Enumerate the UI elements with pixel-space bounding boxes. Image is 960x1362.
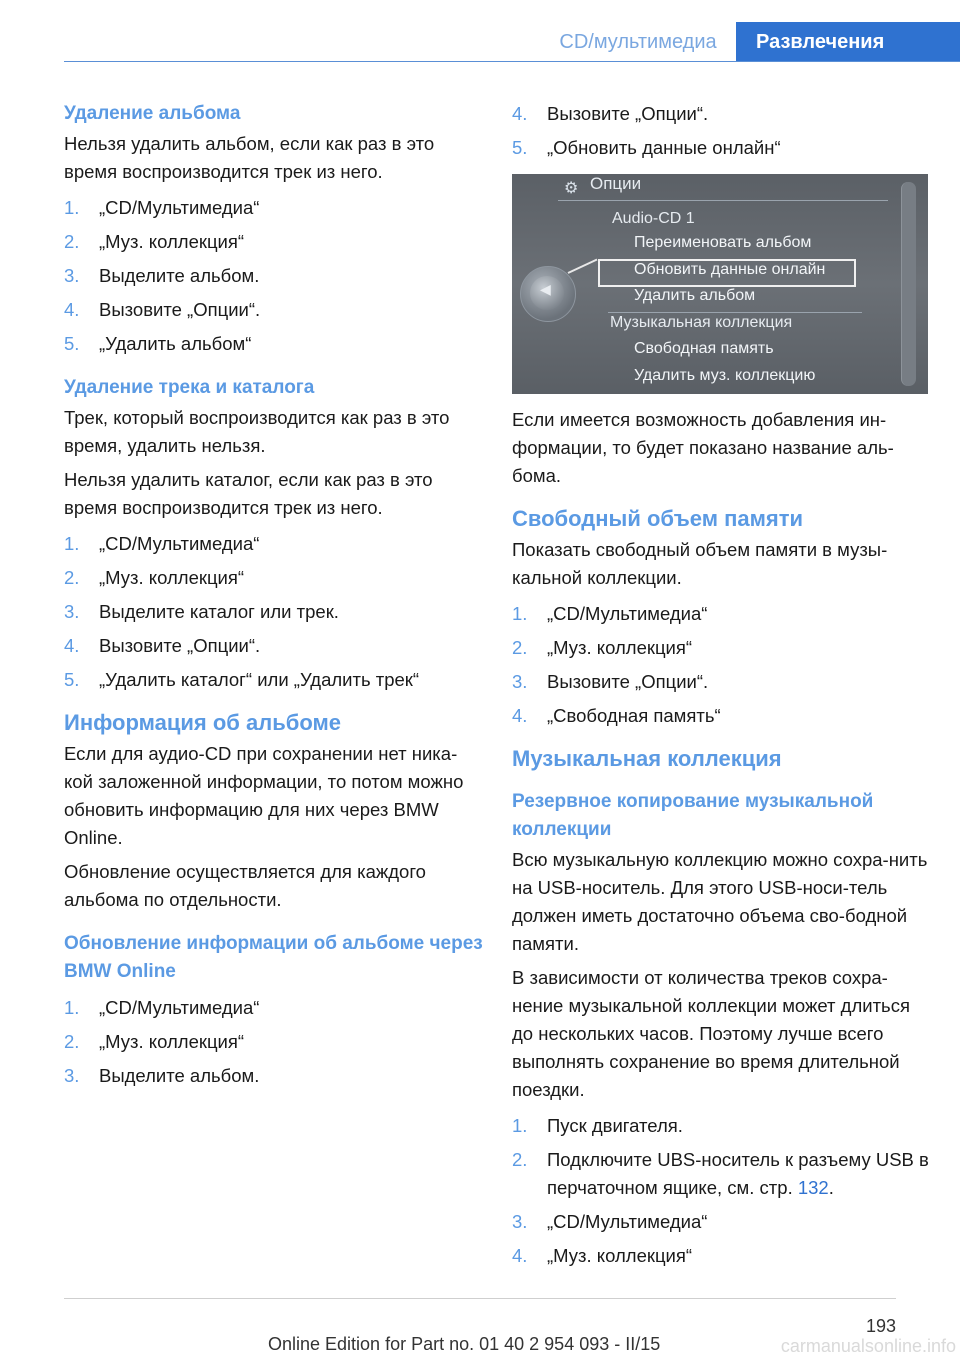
heading-delete-track: Удаление трека и каталога <box>64 377 315 398</box>
list-item: 4. Вызовите „Опции“. <box>512 103 709 124</box>
screen-group-audio-cd: Audio-CD 1 <box>612 210 695 227</box>
header-section-entertainment[interactable]: Развлечения <box>736 22 960 62</box>
edition-info: Online Edition for Part no. 01 40 2 954 093 - II/15 <box>268 1334 661 1354</box>
update-info-steps <box>64 994 484 1090</box>
list-item: 4. Вызовите „Опции“. <box>64 299 261 320</box>
list-item: 4. „Муз. коллекция“ <box>512 1245 693 1266</box>
list-item: 2. „Муз. коллекция“ <box>64 231 245 252</box>
screen-group-music-collection: Музыкальная коллекция <box>610 314 793 331</box>
screen-divider <box>558 200 888 201</box>
menu-item-delete-album[interactable]: Удалить альбом <box>634 287 756 304</box>
menu-item-delete-collection[interactable]: Удалить муз. коллекцию <box>634 367 816 384</box>
album-info-text-1: Если для аудио-CD при сохранении нет ника-кой заложенной информации, то потом можно обновить информацию для них через BMW Online. <box>64 743 464 848</box>
list-item: 5. „Удалить альбом“ <box>64 333 252 354</box>
list-item: 2. „Муз. коллекция“ <box>64 567 245 588</box>
delete-track-text-2: Нельзя удалить каталог, если как раз в это время воспроизводится трек из него. <box>64 469 433 518</box>
pointer-line <box>568 259 598 274</box>
list-item: 1. Пуск двигателя. <box>512 1115 683 1136</box>
list-item: 1. „CD/Мультимедиа“ <box>64 533 260 554</box>
footer-divider <box>64 1298 896 1299</box>
left-column <box>64 100 484 1096</box>
free-memory-text: Показать свободный объем памяти в музы-кальной коллекции. <box>512 539 888 588</box>
heading-update-info: Обновление информации об альбоме через BMW Online <box>64 933 483 982</box>
list-item: 1. „CD/Мультимедиа“ <box>64 197 260 218</box>
list-item: 2. Подключите UBS-носитель к разъему USB в перчаточном ящике, см. стр. 132. <box>512 1149 929 1198</box>
backup-steps <box>512 1112 932 1270</box>
screen-scrollbar <box>901 182 916 386</box>
list-item: 5. „Обновить данные онлайн“ <box>512 137 781 158</box>
heading-delete-album: Удаление альбома <box>64 103 241 124</box>
page-header <box>0 0 960 62</box>
list-item: 2. „Муз. коллекция“ <box>512 637 693 658</box>
list-item: 4. Вызовите „Опции“. <box>64 635 261 656</box>
watermark: carmanualsonline.info <box>780 1336 956 1356</box>
heading-music-collection: Музыкальная коллекция <box>512 746 782 771</box>
update-info-steps-continued <box>512 100 932 162</box>
list-item: 5. „Удалить каталог“ или „Удалить трек“ <box>64 669 420 690</box>
heading-album-info: Информация об альбоме <box>64 710 341 735</box>
free-memory-steps <box>512 600 932 730</box>
options-gear-icon: ⚙ <box>564 180 579 197</box>
screen-divider <box>608 312 862 313</box>
delete-track-steps <box>64 530 484 694</box>
list-item: 3. Вызовите „Опции“. <box>512 671 709 692</box>
delete-album-steps <box>64 194 484 358</box>
album-info-text-2: Обновление осуществляется для каждого альбома по отдельности. <box>64 861 426 910</box>
idrive-options-screen <box>512 174 928 394</box>
knob-left-arrow-icon: ◀ <box>540 281 551 297</box>
delete-album-text: Нельзя удалить альбом, если как раз в это время воспроизводится трек из него. <box>64 133 435 182</box>
list-item: 3. Выделите альбом. <box>64 1065 260 1086</box>
list-item: 3. „CD/Мультимедиа“ <box>512 1211 708 1232</box>
screen-title: Опции <box>590 174 642 193</box>
menu-item-rename-album[interactable]: Переименовать альбом <box>634 234 812 251</box>
header-section-cd-multimedia[interactable]: CD/мультимедиа <box>559 31 717 53</box>
backup-text-1: Всю музыкальную коллекцию можно сохра-нить на USB-носитель. Для этого USB-носи-тель должен иметь достаточно объема сво-бодной памяти. <box>512 849 928 954</box>
page-number: 193 <box>865 1316 896 1336</box>
delete-track-text-1: Трек, который воспроизводится как раз в это время, удалить нельзя. <box>64 407 450 456</box>
right-column <box>512 100 932 1276</box>
list-item: 1. „CD/Мультимедиа“ <box>512 603 708 624</box>
list-item: 3. Выделите альбом. <box>64 265 260 286</box>
heading-backup: Резервное копирование музыкальной коллекции <box>512 791 874 840</box>
menu-item-free-memory[interactable]: Свободная память <box>634 340 774 357</box>
menu-item-update-online[interactable]: Обновить данные онлайн <box>634 261 826 278</box>
page-link[interactable]: 132 <box>797 1177 829 1198</box>
backup-text-2: В зависимости от количества треков сохра-нение музыкальной коллекции может длиться до нескольких часов. Поэтому лучше всего выполнять сохранение во время длительной поездки. <box>512 967 910 1100</box>
list-item: 1. „CD/Мультимедиа“ <box>64 997 260 1018</box>
heading-free-memory: Свободный объем памяти <box>512 506 804 531</box>
list-item: 2. „Муз. коллекция“ <box>64 1031 245 1052</box>
list-item: 3. Выделите каталог или трек. <box>64 601 339 622</box>
list-item: 4. „Свободная память“ <box>512 705 721 726</box>
header-divider <box>64 61 960 62</box>
after-screen-text: Если имеется возможность добавления ин-формации, то будет показано название аль-бома. <box>512 409 894 486</box>
